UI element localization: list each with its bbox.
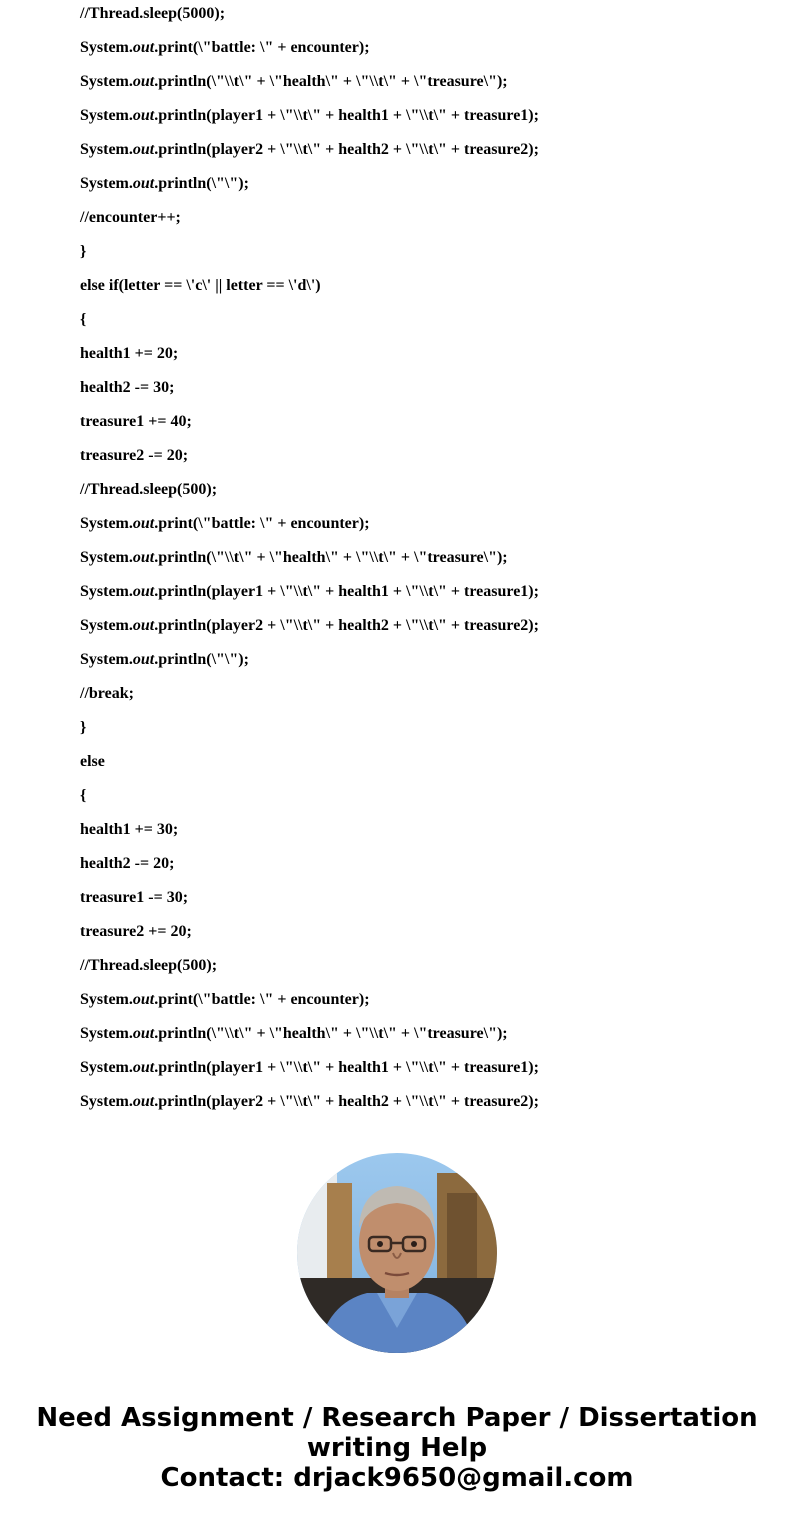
code-line: } <box>80 243 87 260</box>
code-line: System.out.println(player1 + \"\\t\" + health1 + \"\\t\" + treasure1); <box>80 1059 539 1076</box>
code-line: health2 -= 20; <box>80 855 175 872</box>
code-line: else <box>80 753 105 770</box>
code-line: health1 += 20; <box>80 345 179 362</box>
author-avatar <box>297 1153 497 1353</box>
code-line: //Thread.sleep(500); <box>80 481 218 498</box>
code-line: System.out.println(\"\"); <box>80 651 249 668</box>
code-line: treasure2 += 20; <box>80 923 192 940</box>
code-line: System.out.println(player1 + \"\\t\" + health1 + \"\\t\" + treasure1); <box>80 107 539 124</box>
author-portrait-image <box>297 1153 497 1353</box>
code-line: //Thread.sleep(5000); <box>80 5 226 22</box>
code-line: System.out.println(player2 + \"\\t\" + health2 + \"\\t\" + treasure2); <box>80 141 539 158</box>
code-line: System.out.println(player2 + \"\\t\" + health2 + \"\\t\" + treasure2); <box>80 617 539 634</box>
code-line: //Thread.sleep(500); <box>80 957 218 974</box>
code-line: System.out.print(\"battle: \" + encounter); <box>80 991 370 1008</box>
code-line: health1 += 30; <box>80 821 179 838</box>
contact-banner <box>0 1403 794 1493</box>
code-line: { <box>80 311 87 328</box>
code-line: treasure1 += 40; <box>80 413 192 430</box>
code-line: System.out.println(\"\\t\" + \"health\" + \"\\t\" + \"treasure\"); <box>80 73 508 90</box>
code-line: System.out.print(\"battle: \" + encounter); <box>80 39 370 56</box>
footer-line-1: Need Assignment / Research Paper / Dissertation <box>36 1403 758 1433</box>
code-line: System.out.println(player2 + \"\\t\" + health2 + \"\\t\" + treasure2); <box>80 1093 539 1110</box>
code-line: { <box>80 787 87 804</box>
code-line: System.out.println(\"\\t\" + \"health\" + \"\\t\" + \"treasure\"); <box>80 549 508 566</box>
code-line: } <box>80 719 87 736</box>
code-line: treasure1 -= 30; <box>80 889 189 906</box>
code-line: health2 -= 30; <box>80 379 175 396</box>
code-line: //encounter++; <box>80 209 181 226</box>
code-line: System.out.print(\"battle: \" + encounter); <box>80 515 370 532</box>
footer-line-2: writing Help <box>306 1433 488 1463</box>
code-line: //break; <box>80 685 134 702</box>
footer-line-3: Contact: drjack9650@gmail.com <box>160 1463 634 1493</box>
code-line: System.out.println(\"\\t\" + \"health\" + \"\\t\" + \"treasure\"); <box>80 1025 508 1042</box>
code-line: System.out.println(\"\"); <box>80 175 249 192</box>
code-line: System.out.println(player1 + \"\\t\" + health1 + \"\\t\" + treasure1); <box>80 583 539 600</box>
code-line: treasure2 -= 20; <box>80 447 189 464</box>
code-line: else if(letter == \'c\' || letter == \'d\') <box>80 277 321 294</box>
